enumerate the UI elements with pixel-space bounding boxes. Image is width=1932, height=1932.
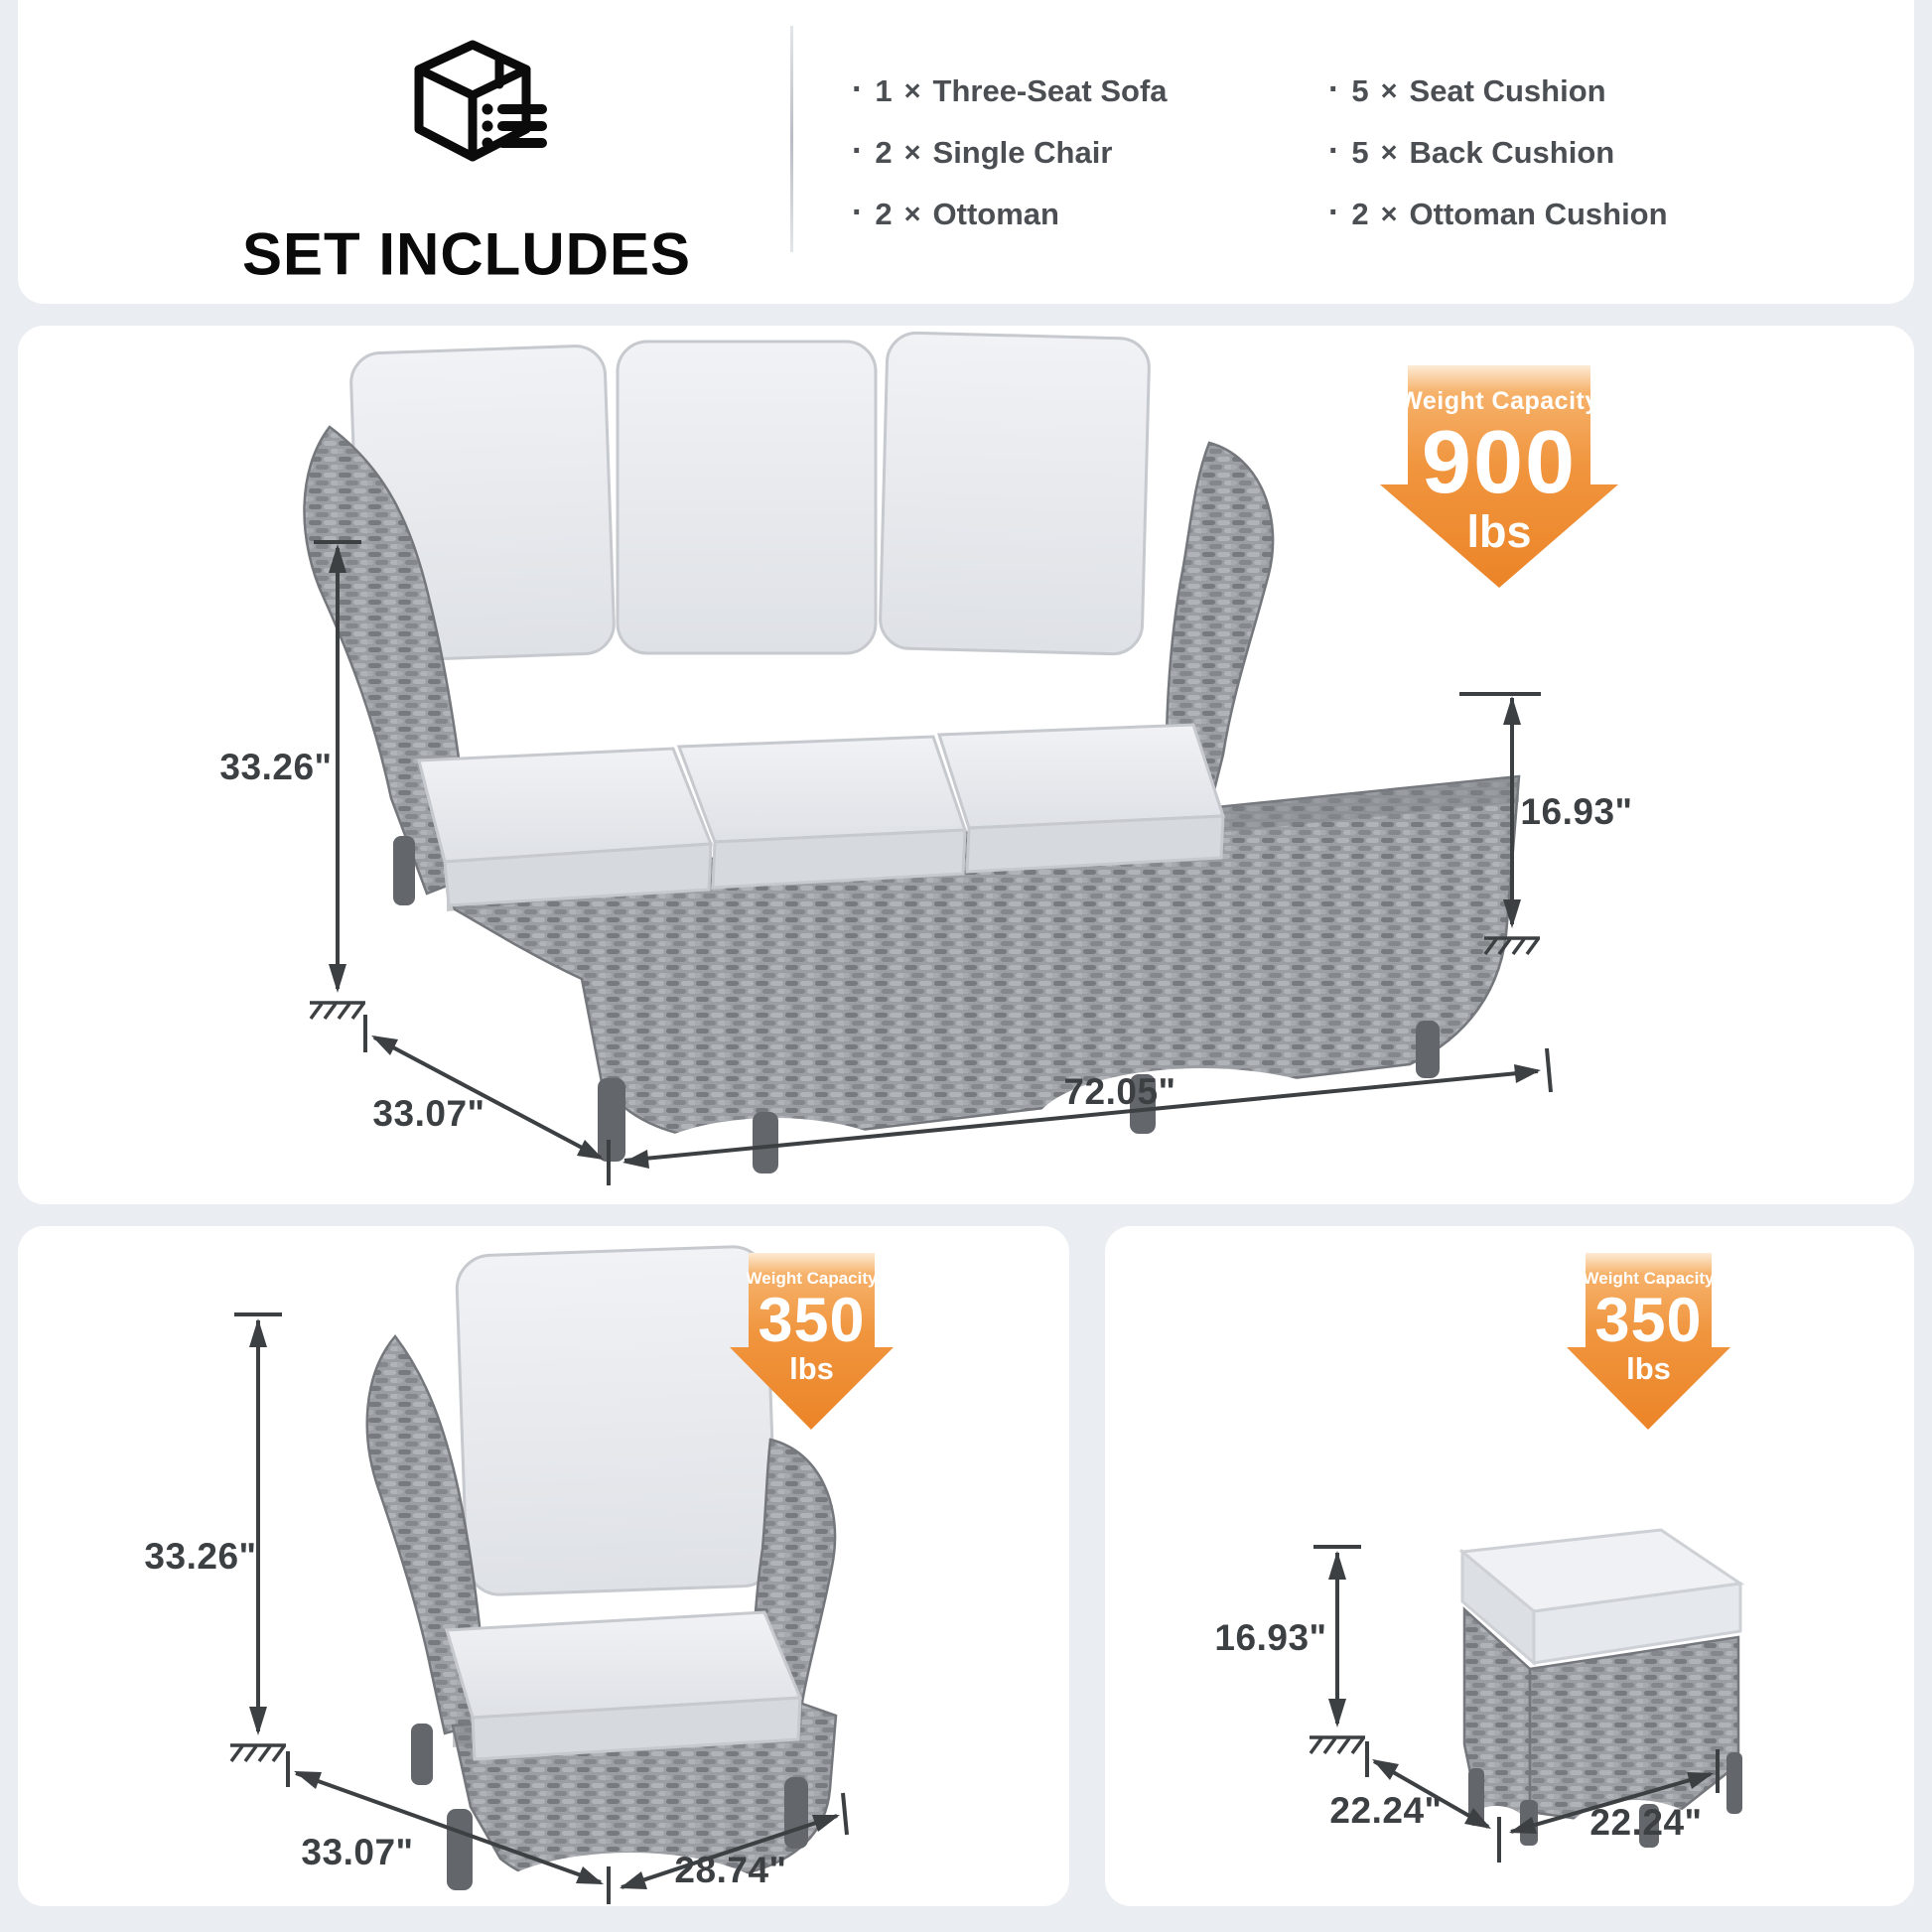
badge-unit: lbs (789, 1351, 834, 1386)
item-name: Ottoman Cushion (1409, 197, 1668, 231)
badge-value: 350 (758, 1286, 866, 1355)
item-qty: 1 (875, 73, 893, 108)
badge-label: Weight Capacity (1583, 1269, 1715, 1288)
chair-width-label: 28.74" (674, 1850, 787, 1890)
chair-weight-capacity-badge (730, 1253, 894, 1430)
chair-depth-label: 33.07" (301, 1832, 414, 1872)
item-name: Back Cushion (1409, 135, 1615, 170)
set-includes-title: SET INCLUDES (241, 220, 692, 288)
item-qty: 2 (875, 197, 893, 231)
badge-value: 900 (1421, 413, 1578, 512)
ottoman-weight-capacity-badge (1567, 1253, 1730, 1430)
badge-value: 350 (1594, 1286, 1703, 1355)
bullet: · (1328, 194, 1340, 231)
sofa-weight-capacity-badge (1380, 365, 1618, 588)
times-sign: × (1380, 198, 1398, 230)
ottoman-width-label: 22.24" (1589, 1802, 1703, 1843)
sofa-depth-label: 33.07" (372, 1093, 485, 1134)
ottoman-depth-label: 22.24" (1329, 1790, 1443, 1831)
list-item (852, 122, 1168, 184)
bullet: · (852, 132, 864, 170)
times-sign: × (903, 74, 921, 107)
item-name: Three-Seat Sofa (932, 73, 1168, 108)
bullet: · (852, 70, 864, 108)
sofa-height-label: 33.26" (219, 747, 333, 787)
badge-label: Weight Capacity (1399, 387, 1599, 415)
item-name: Ottoman (932, 197, 1059, 231)
badge-unit: lbs (1466, 506, 1532, 557)
header-divider (790, 26, 793, 252)
chair-seat-cushion (447, 1612, 800, 1759)
times-sign: × (1380, 136, 1398, 169)
item-qty: 5 (1351, 73, 1369, 108)
item-qty: 5 (1351, 135, 1369, 170)
bullet: · (1328, 70, 1340, 108)
badge-unit: lbs (1626, 1351, 1671, 1386)
includes-list-column-2 (1328, 61, 1668, 245)
includes-list-column-1 (852, 61, 1168, 245)
sofa-back-cushions (350, 333, 1150, 662)
list-item (1328, 61, 1668, 122)
item-name: Single Chair (932, 135, 1113, 170)
ottoman-height-label: 16.93" (1214, 1617, 1327, 1658)
sofa-width-label: 72.05" (1063, 1071, 1176, 1112)
badge-label: Weight Capacity (746, 1269, 878, 1288)
set-includes-panel (18, 0, 1914, 304)
item-name: Seat Cushion (1409, 73, 1606, 108)
list-item (1328, 122, 1668, 184)
sofa-illustration (278, 328, 1569, 1181)
times-sign: × (903, 136, 921, 169)
sofa-seat-height-label: 16.93" (1520, 791, 1633, 832)
bullet: · (852, 194, 864, 231)
chair-height-label: 33.26" (144, 1536, 257, 1577)
package-with-list-icon (403, 38, 552, 172)
bullet: · (1328, 132, 1340, 170)
item-qty: 2 (875, 135, 893, 170)
list-item (1328, 184, 1668, 245)
list-item (852, 61, 1168, 122)
times-sign: × (1380, 74, 1398, 107)
times-sign: × (903, 198, 921, 230)
list-item (852, 184, 1168, 245)
item-qty: 2 (1351, 197, 1369, 231)
